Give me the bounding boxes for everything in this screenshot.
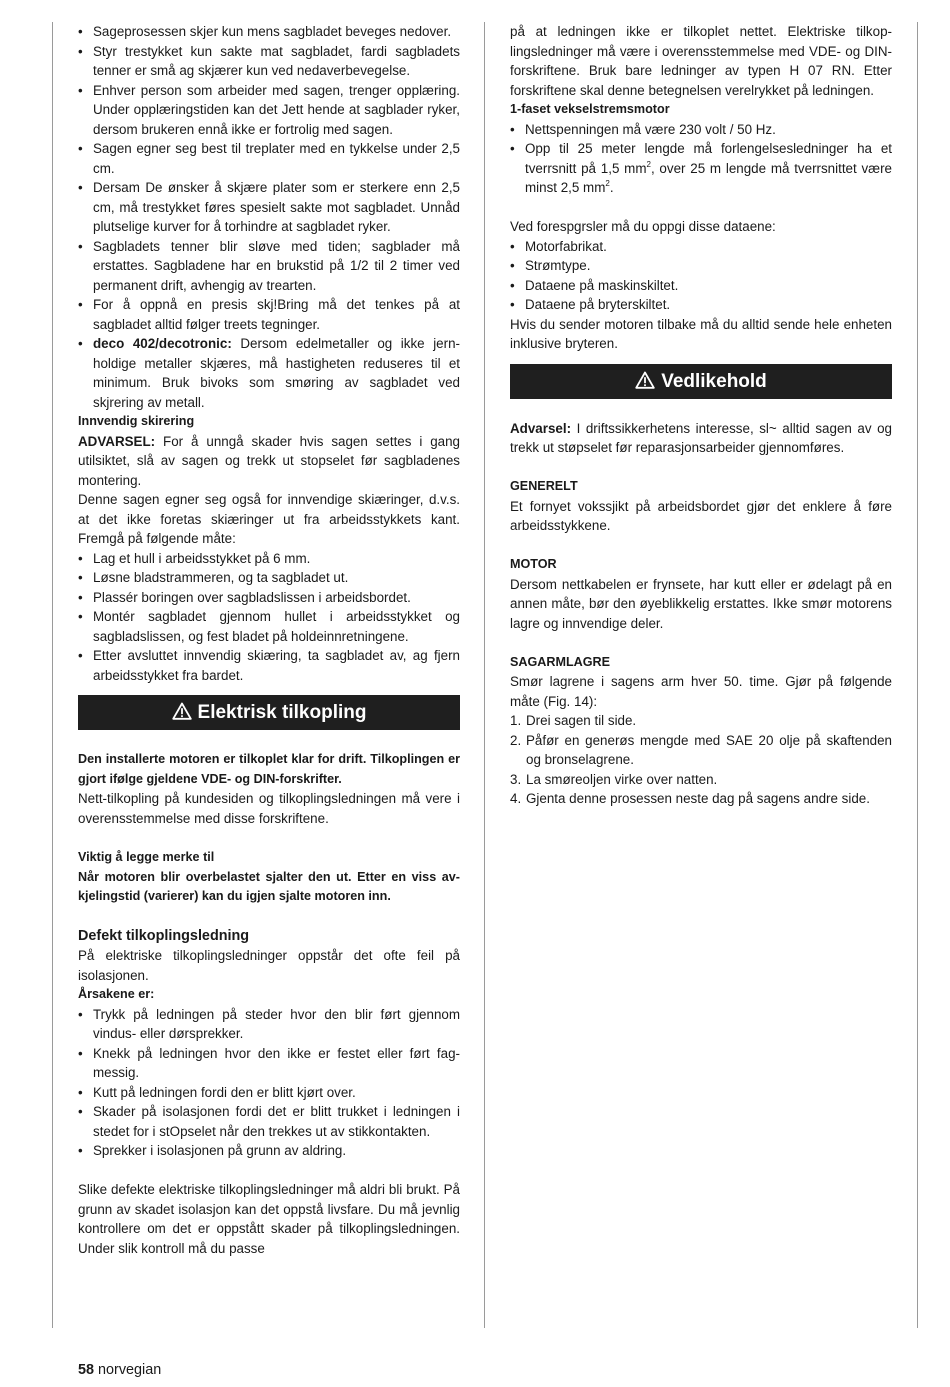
list-item: • Strømtype. — [510, 256, 892, 276]
left-margin-rule — [52, 22, 53, 1328]
step-number: 1. — [510, 713, 522, 728]
warning-triangle-icon — [172, 702, 192, 720]
list-item: • Sagen egner seg best til treplater med en tykkelse under 2,5 cm. — [78, 139, 460, 178]
causes-list — [78, 1005, 460, 1161]
list-item: • Styr trestykket kun sakte mat sagbladet, fardi sagbladets tenner er små ag skjærer kun ved nedaverbevegelse. — [78, 42, 460, 81]
elektrisk-title: Elektrisk tilkopling — [197, 702, 367, 723]
advarsel-text: I driftssikkerhetens interesse, sl~ alltid sagen av og trekk ut støpselet før reparasjonsarbeider gjennomføres. — [510, 420, 892, 455]
step-text: Påfør en generøs mengde med SAE 20 olje på skaftenden og bronselagrene. — [526, 732, 892, 767]
list-item: • Dersam De ønsker å skjære plater som er sterkere enn 2,5 cm, må trestykket føres spesielt sakte mot sagbladet. Unnåd plutselige kurver for å torhindre at sagbladet ryker. — [78, 178, 460, 237]
left-column — [78, 22, 460, 1258]
superscript: 2 — [646, 159, 651, 169]
step-number: 3. — [510, 771, 522, 787]
deco-label: deco 402/decotronic: — [93, 336, 232, 351]
list-item: • Lag et hull i arbeidsstykket på 6 mm. — [78, 549, 460, 569]
generelt-heading: GENERELT — [510, 479, 578, 493]
center-column-rule — [484, 22, 485, 1328]
list-item: • Dataene på bryterskiltet. — [510, 295, 892, 315]
defekt-paragraph: På elektriske tilkoplingsledninger oppstår det ofte feil på isolasjonen. — [78, 948, 460, 983]
generelt-paragraph: Et fornyet vokssjikt på arbeidsbordet gjør det enklere å føre arbeidsstykkene. — [510, 498, 892, 533]
inquiry-data-list — [510, 237, 892, 315]
list-item: • Nettspenningen må være 230 volt / 50 Hz. — [510, 120, 892, 140]
warning-triangle-icon — [635, 371, 655, 389]
page-number: 58 — [78, 1362, 95, 1378]
vedlikehold-section-header — [510, 364, 892, 399]
list-item: • Kutt på ledningen fordi den er blitt kjørt over. — [78, 1083, 460, 1103]
defekt-heading: Defekt tilkoplingsledning — [78, 927, 250, 944]
motor-heading: MOTOR — [510, 557, 557, 571]
list-item: • Sprekker i isolasjonen på grunn av aldring. — [78, 1141, 460, 1161]
list-item: • Knekk på ledningen hvor den ikke er festet eller ført fagmessig. — [78, 1044, 460, 1083]
vedlikehold-title: Vedlikehold — [661, 370, 767, 392]
sagarmlagre-paragraph: Smør lagrene i sagens arm hver 50. time. Gjør på følgende måte (Fig. 14): — [510, 674, 892, 709]
right-column — [510, 22, 892, 809]
list-item: • Montér sagbladet gjennom hullet i arbeidsstykket og sagbladslissen, og fest bladet på holdeinnretningene. — [78, 607, 460, 646]
return-paragraph: Hvis du sender motoren tilbake må du alltid sende hele enheten inklusive bryteren. — [510, 316, 892, 351]
cable-continuation-paragraph: på at ledningen ikke er tilkoplet nettet. Elektriske tilkoplingsledninger må være i overensstemmelse med VDE- og DIN-forskriftene. Bruk bare ledninger av typen H 07 RN. Etter forskriftene skal denne betegnelsen verelrykket på ledningen. — [510, 24, 892, 98]
list-item: • Løsne bladstrammeren, og ta sagbladet ut. — [78, 568, 460, 588]
step-text: La smøreoljen virke over natten. — [526, 771, 718, 787]
list-item: • Enhver person som arbeider med sagen, trenger opplæring. Under opplæringstiden kan det Jett hende at sagblader ryker, dersom brukeren ennå ikke er fortrolig med sagen. — [78, 81, 460, 140]
deco-text: Dersom edelmetaller og ikke jernholdige metaller skjæres, må hastigheten reduseres til et minimum. Bruk bivoks som smøring av sagbladet ved skjrering av metall. — [93, 336, 460, 410]
lubrication-steps-list — [510, 711, 892, 809]
footer-language: norvegian — [98, 1362, 162, 1378]
list-item: • Dataene på maskinskiltet. — [510, 276, 892, 296]
viktig-heading: Viktig å legge merke til — [78, 850, 215, 864]
list-item: • For å oppnå en presis skj!Bring må det tenkes på at sagbladet alltid følger treets tegninger. — [78, 295, 460, 334]
innvendig-steps-list — [78, 549, 460, 686]
sagarmlagre-heading: SAGARMLAGRE — [510, 654, 611, 669]
list-item — [510, 731, 892, 770]
list-item: • Plassér boringen over sagbladslissen i arbeidsbordet. — [78, 588, 460, 608]
viktig-text: Når motoren blir overbelastet sjalter den ut. Etter en viss avkjelingstid (varierer) kan du igjen sjalte motoren inn. — [78, 869, 460, 903]
step-number: 2. — [510, 732, 522, 748]
list-item: • Sageprosessen skjer kun mens sagbladet beveges nedover. — [78, 22, 460, 42]
list-item: • Skader på isolasjonen fordi det er blitt trukket i ledningen i stedet for i stOpselet når den trekkes ut av stikkontakten. — [78, 1102, 460, 1141]
right-margin-rule — [917, 22, 918, 1328]
saw-usage-list — [78, 22, 460, 412]
elektrisk-section-header — [78, 695, 460, 730]
cable-spec-text: , over 25 m lengde må tverrsnittet være minst 2,5 mm — [525, 160, 892, 195]
slike-paragraph: Slike defekte elektriske tilkoplingsledninger må aldri bli brukt. På grunn av skadet isolasjon kan det oppstå livsfare. Du må jevnlig kontrollere om det er oppstått skader på tilkoplingsledningen. Under slik kontroll må du passe — [78, 1182, 460, 1256]
step-number: 4. — [510, 791, 522, 806]
innvendig-paragraph: Denne sagen egner seg også for innvendige skiæringer, d.v.s. at det ikke foretas skiæringer ut fra arbeidsstykkets kant. Fremgå på følgende måte: — [78, 492, 460, 546]
advarsel-text: For å unngå skader hvis sagen settes i gang utilsiktet, slå av sagen og trekk ut stopselet før sagbladenes montering. — [78, 433, 460, 488]
list-item — [510, 770, 892, 790]
maintenance-warning-paragraph — [510, 419, 892, 458]
motor-type-heading: 1-faset vekselstremsmotor — [510, 102, 670, 116]
superscript: 2 — [605, 179, 610, 188]
page-footer — [78, 1362, 161, 1378]
list-item: • Sagbladets tenner blir sløve med tiden; sagblader må erstattes. Sagbladene har en brukstid på 1/2 til 2 timer ved permanent drift, avhengig av trearten. — [78, 237, 460, 296]
arsakene-heading: Årsakene er: — [78, 987, 155, 1001]
advarsel-paragraph — [78, 432, 460, 491]
elektrisk-intro-bold: Den installerte motoren er tilkoplet klar for drift. Tilkoplingen er gjort ifølge gjeldene VDE- og DIN-forskrifter. — [78, 752, 460, 786]
motor-requirements-list — [510, 120, 892, 198]
step-text: Drei sagen til side. — [526, 713, 637, 728]
list-item — [510, 139, 892, 198]
list-item — [510, 711, 892, 731]
motor-paragraph: Dersom nettkabelen er frynsete, har kutt eller er ødelagt på en annen måte, bør den øyeblikkelig erstattes. Ikke smør motorens lagre og innvendige deler. — [510, 576, 892, 631]
list-item: • Motorfabrikat. — [510, 237, 892, 257]
list-item — [78, 334, 460, 412]
innvendig-heading: Innvendig skirering — [78, 414, 195, 428]
advarsel-label: Advarsel: — [510, 420, 572, 436]
cable-spec-text: Opp til 25 meter lengde må forlengelsesledninger ha et tverrsnitt på 1,5 mm — [525, 141, 892, 176]
inquiry-paragraph: Ved forespgrsler må du oppgi disse dataene: — [510, 219, 776, 234]
list-item: • Trykk på ledningen på steder hvor den blir ført gjennom vindus- eller dørsprekker. — [78, 1005, 460, 1044]
advarsel-label: ADVARSEL: — [78, 433, 156, 449]
elektrisk-paragraph: Nett-tilkopling på kundesiden og tilkoplingsledningen må vere i overensstemmelse med disse forskriftene. — [78, 791, 460, 826]
list-item — [510, 789, 892, 809]
cable-spec-text: . — [609, 180, 614, 195]
step-text: Gjenta denne prosessen neste dag på sagens andre side. — [526, 791, 870, 806]
list-item: • Etter avsluttet innvendig skiæring, ta sagbladet av, ag fjern arbeidsstykket fra bardet. — [78, 646, 460, 685]
